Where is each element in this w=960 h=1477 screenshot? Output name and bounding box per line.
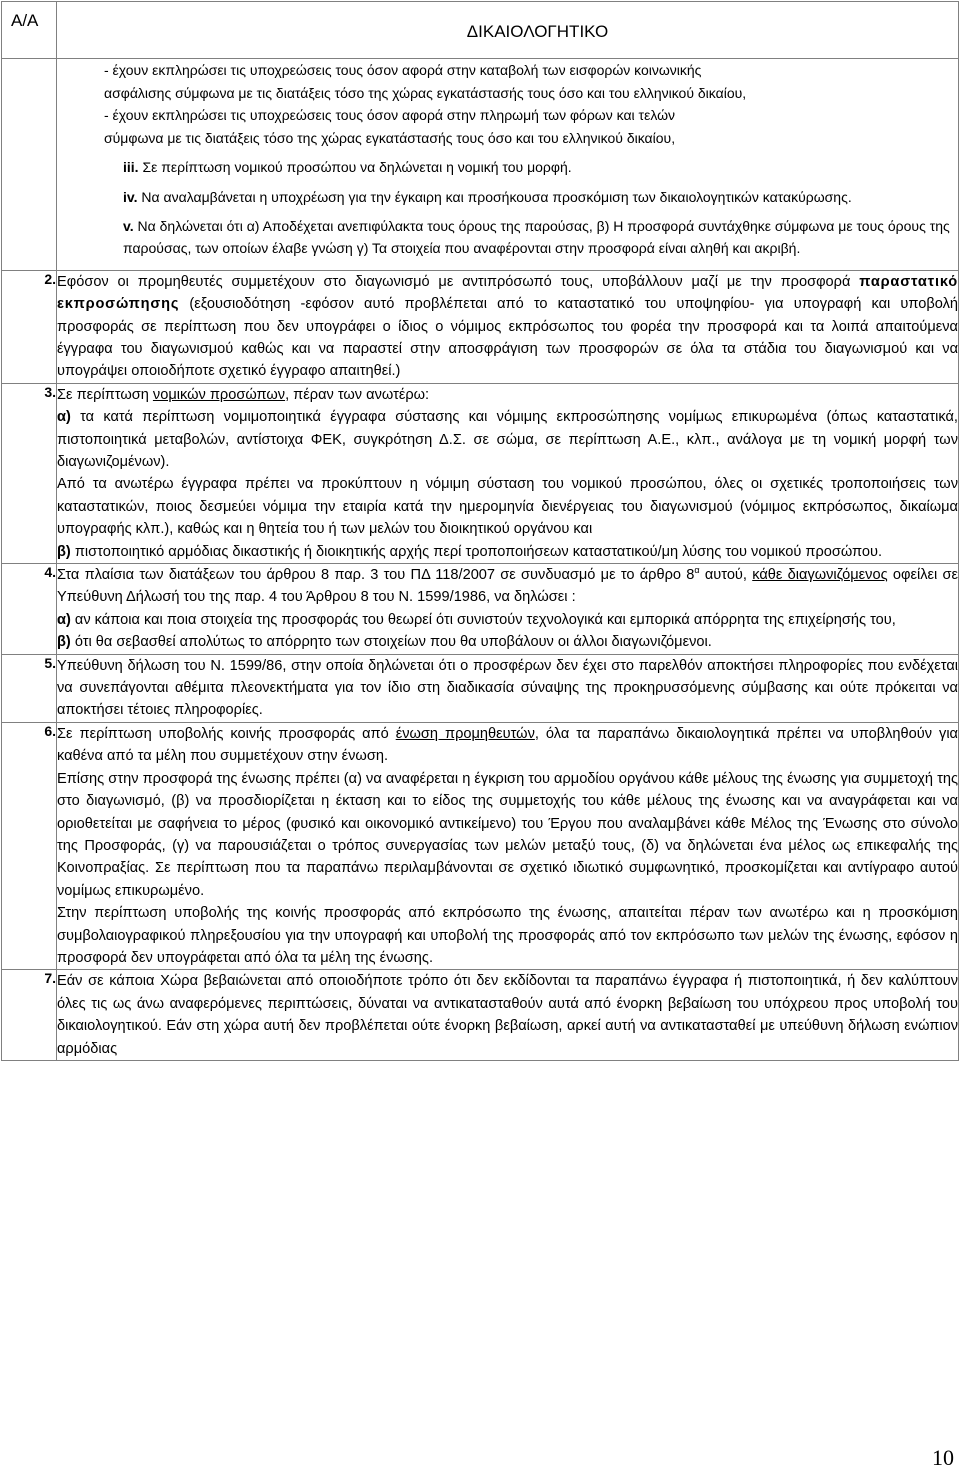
intro-line-1: - έχουν εκπληρώσει τις υποχρεώσεις τους όσον αφορά στην καταβολή των εισφορών κοινωνικής (104, 62, 702, 78)
item-number: 4. (2, 564, 57, 655)
item-3-a: α) τα κατά περίπτωση νομιμοποιητικά έγγραφα σύστασης και νόμιμης εκπροσώπησης νομίμως επικυρωμένα (όπως καταστατικά, πιστοποιητικά μεταβολών, αντίστοιχα ΦΕΚ, συγκρότηση Δ.Σ. σε σώμα, σε περίπτωση Α.Ε., κλπ., ανάλογα με τη νομική μορφή των διαγωνιζομένων). (57, 409, 958, 470)
item-6-body-1: Επίσης στην προσφορά της ένωσης πρέπει (α) να αναφέρεται η έγκριση του αρμοδίου οργάνου κάθε μέλους της ένωσης για συμμετοχή της στο διαγωνισμό, (β) να προσδιορίζεται η έκταση και το είδος της συμμετοχής του κάθε μέλους της ένωσης και να αναγράφεται και να οριοθετείται με σαφήνεια το μέρος (φυσικό και οικονομικό αντικείμενο) του Έργου που αναλαμβάνει κάθε Μέλος της Ένωσης στο σύνολο της Προσφοράς, (γ) να παρουσιάζεται ο τρόπος συνεργασίας των μελών μεταξύ τους, (δ) να δηλώνεται ένα μέλος ως επικεφαλής της Κοινοπραξίας. Σε περίπτωση που τα παραπάνω περιλαμβάνονται σε σχετικό ιδιωτικό συμφωνητικό, προσκομίζεται και αντίγραφο αυτού νομίμως επικυρωμένο. (57, 770, 958, 899)
page-number: 10 (932, 1445, 954, 1470)
item-6-intro: Σε περίπτωση υποβολής κοινής προσφοράς από ένωση προμηθευτών, όλα τα παραπάνω δικαιολογητικά πρέπει να υποβληθούν για καθένα από τα μέλη που συμμετέχουν στην ένωση. (57, 725, 958, 765)
item-number: 2. (2, 270, 57, 383)
intro-line-2: ασφάλισης σύμφωνα με τις διατάξεις τόσο της χώρας εγκατάστασής τους όσο και του ελληνικού δικαίου, (104, 84, 747, 101)
item-4-intro: Στα πλαίσια των διατάξεων του άρθρου 8 παρ. 3 του ΠΔ 118/2007 σε συνδυασμό με το άρθρο $8^\alpha$ αυτού, κάθε διαγωνιζόμενος οφείλει σε Υπεύθυνη Δήλωσή του της παρ. 4 του Άρθρου 8 του Ν. 1599/1986, να δηλώσει : (57, 565, 959, 606)
intro-cell (57, 59, 959, 271)
item-number: 5. (2, 654, 57, 722)
item-6-text (57, 722, 959, 969)
item-number: 6. (2, 722, 57, 969)
item-3-intro: Σε περίπτωση νομικών προσώπων, πέραν των ανωτέρω: (57, 386, 430, 403)
clause-iv: iv. Να αναλαμβάνεται η υποχρέωση για την έγκαιρη και προσήκουσα προσκόμιση των δικαιολογητικών κατακύρωσης. (123, 188, 852, 205)
header-aa: Α/Α (11, 11, 39, 30)
item-6-body-2: Στην περίπτωση υποβολής της κοινής προσφοράς από εκπρόσωπο της ένωσης, απαιτείται πέραν των ανωτέρω και η προσκόμιση συμβολαιογραφικού πληρεξουσίου για την υπογραφή και υποβολή της προσφοράς από τον εκπρόσωπο των μελών της ένωσης, εφόσον η προσφορά δεν υπογράφεται από όλα τα μέλη της ένωσης. (57, 905, 958, 966)
item-3-text (57, 383, 959, 563)
header-cell-aa (2, 2, 57, 59)
clause-iii: iii. Σε περίπτωση νομικού προσώπου να δηλώνεται η νομική του μορφή. (123, 159, 572, 176)
table-header-row (2, 2, 959, 59)
item-7-text: Εάν σε κάποια Χώρα βεβαιώνεται από οποιοδήποτε τρόπο ότι δεν εκδίδονται τα παραπάνω έγγραφα ή πιστοποιητικά, ή δεν καλύπτουν όλες τις ως άνω αναφερόμενες περιπτώσεις, δύναται να αντικατασταθούν αυτά από ένορκη βεβαίωση του υπόχρεου προς υποβολή του δικαιολογητικού. Εάν στη χώρα αυτή δεν προβλέπεται ούτε ένορκη βεβαίωση, αρκεί αυτή να αντικατασταθεί με υπεύθυνη δήλωση ενώπιον αρμόδιας (57, 970, 959, 1061)
table-row-5 (2, 654, 959, 722)
table-row-intro (2, 59, 959, 271)
header-cell-title (57, 2, 959, 59)
item-4-b: β) ότι θα σεβασθεί απολύτως το απόρρητο των στοιχείων που θα υποβάλουν οι άλλοι διαγωνιζόμενοι. (57, 634, 712, 651)
table-row-3 (2, 383, 959, 563)
intro-line-3: - έχουν εκπληρώσει τις υποχρεώσεις τους όσον αφορά στην πληρωμή των φόρων και τελών (104, 107, 676, 124)
item-2-emphasis: παραστατικό εκπροσώπησης (57, 273, 958, 313)
item-5-text: Υπεύθυνη δήλωση του Ν. 1599/86, στην οποία δηλώνεται ότι ο προσφέρων δεν έχει στο παρελθόν αποκτήσει πληροφορίες που ενδέχεται να συνεπάγονται αθέμιτα πλεονεκτήματα για τον ίδιο στη διαδικασία σύναψης της προκηρυσσόμενης σύμβασης και ούτε πρόκειται να αποκτήσει τέτοιες πληροφορίες. (57, 654, 959, 722)
intro-line-4: σύμφωνα με τις διατάξεις τόσο της χώρας εγκατάστασής τους όσο και του ελληνικού δικαίου, (104, 129, 676, 146)
table-row-7 (2, 970, 959, 1061)
item-4-text (57, 564, 959, 655)
item-2-text: Εφόσον οι προμηθευτές συμμετέχουν στο διαγωνισμό με αντιπρόσωπό τους, υποβάλλουν μαζί με την προσφορά παραστατικό εκπροσώπησης (εξουσιοδότηση -εφόσον αυτό προβλέπεται από το καταστατικό του υποψηφίου- για υπογραφή και υποβολή προσφοράς σε περίπτωση που δεν υπογράφει ο ίδιος ο νόμιμος εκπρόσωπος του φορέα την προσφορά και τα λοιπά απαιτούμενα έγγραφα του διαγωνισμού καθώς και να παραστεί στην αποσφράγιση των προσφορών σε όλα τα στάδια του διαγωνισμού και να υπογράψει οποιοδήποτε σχετικό έγγραφο απαιτηθεί.) (57, 270, 959, 383)
item-number: 3. (2, 383, 57, 563)
table-row-4 (2, 564, 959, 655)
item-number: 7. (2, 970, 57, 1061)
clause-v: v. Να δηλώνεται ότι α) Αποδέχεται ανεπιφύλακτα τους όρους της παρούσας, β) Η προσφορά συντάχθηκε σύμφωνα με τους όρους της παρούσας, των οποίων έλαβε γνώση γ) Τα στοιχεία που αναφέρονται στην προσφορά είναι αληθή και ακριβή. (123, 217, 950, 257)
table-row-2 (2, 270, 959, 383)
header-title: ΔΙΚΑΙΟΛΟΓΗΤΙΚΟ (466, 22, 609, 41)
item-3-b: β) πιστοποιητικό αρμόδιας δικαστικής ή διοικητικής αρχής περί τροποποιήσεων καταστατικού/μη λύσης του νομικού προσώπου. (57, 543, 883, 560)
item-3-body: Από τα ανωτέρω έγγραφα πρέπει να προκύπτουν η νόμιμη σύσταση του νομικού προσώπου, όλες οι σχετικές τροποποιήσεις των καταστατικών, ποιος δεσμεύει νόμιμα την εταιρία κατά την ημερομηνία διενέργειας του διαγωνισμού (νόμιμος εκπρόσωπος, δικαίωμα υπογραφής κλπ.), καθώς και η θητεία του ή των μελών του διοικητικού οργάνου και (57, 476, 958, 538)
table-row-6 (2, 722, 959, 969)
requirements-table (1, 1, 959, 1061)
item-4-a: α) αν κάποια και ποια στοιχεία της προσφοράς του θεωρεί ότι συνιστούν τεχνολογικά και εμπορικά απόρρητα της επιχείρησής του, (57, 611, 896, 628)
